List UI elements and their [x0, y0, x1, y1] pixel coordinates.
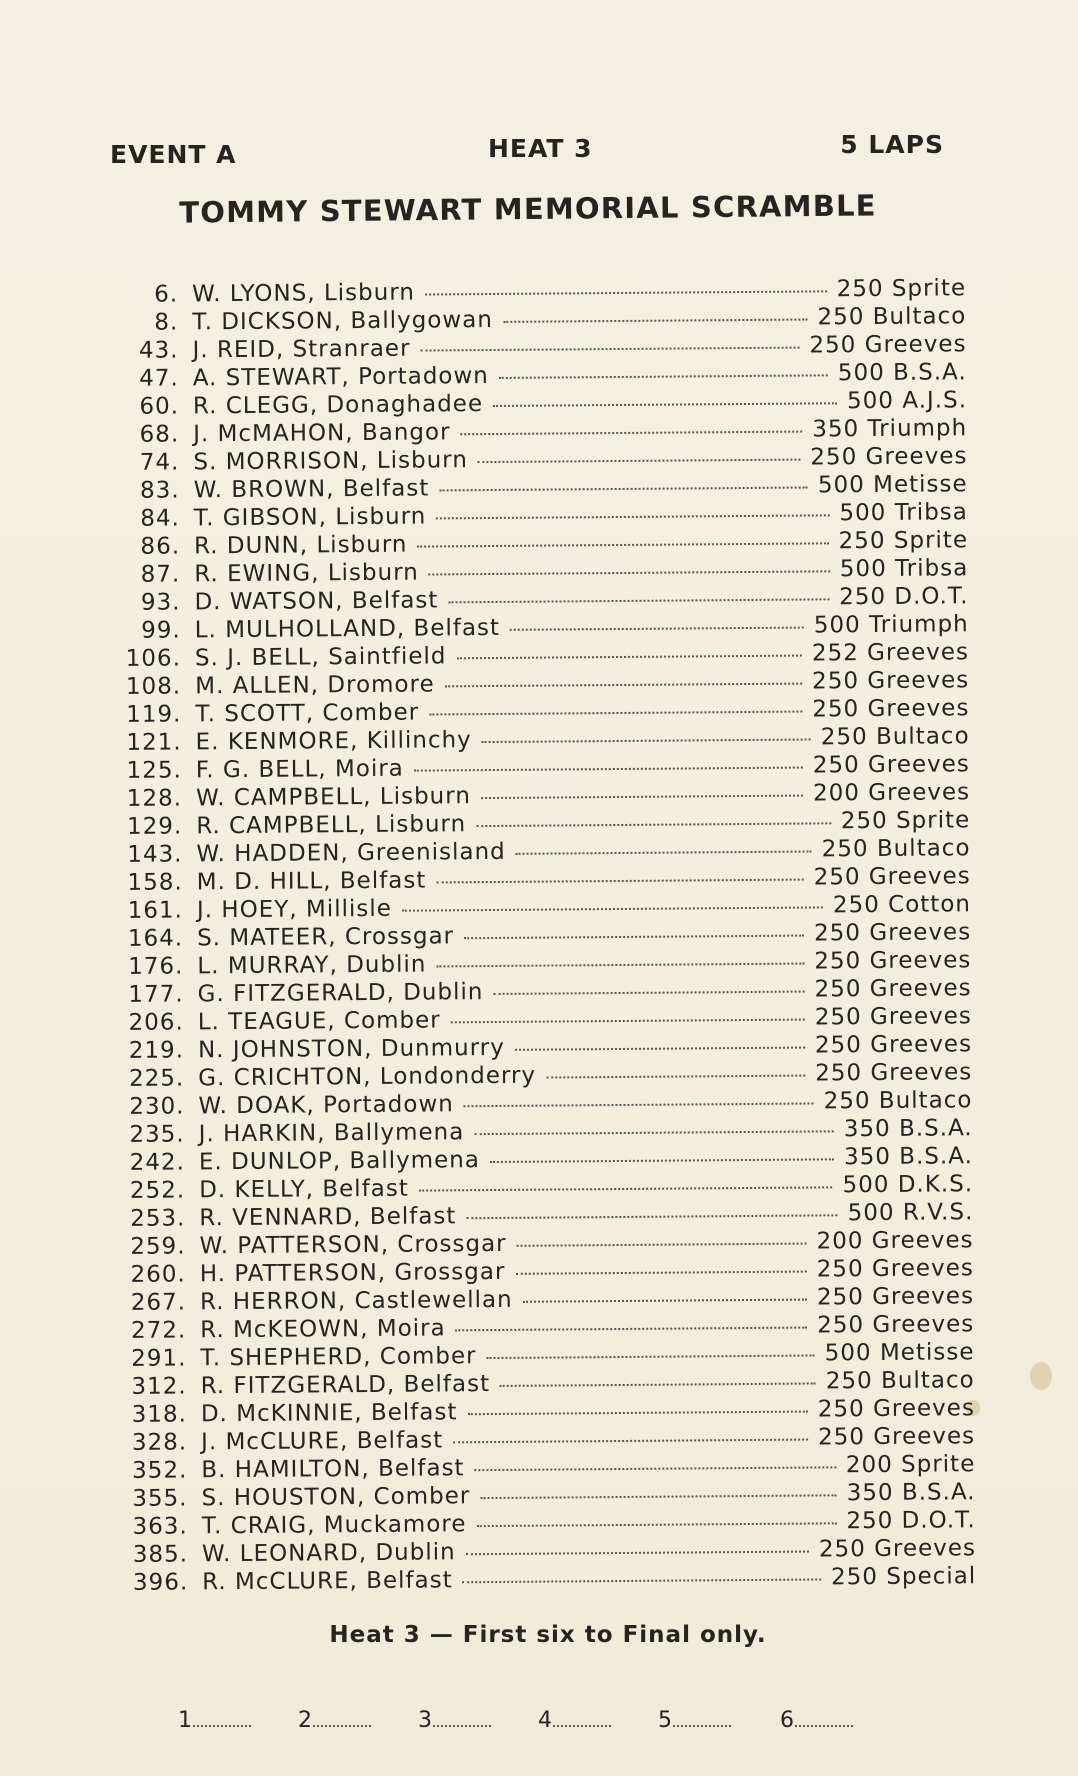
place-dotted-line: [313, 1725, 371, 1727]
rider-name: W. PATTERSON, Crossgar: [199, 1230, 507, 1260]
rider-name: R. McCLURE, Belfast: [202, 1567, 453, 1596]
rider-name: R. HERRON, Castlewellan: [199, 1286, 513, 1316]
rider-number: 121.: [126, 729, 182, 756]
rider-name: G. CRICHTON, Londonderry: [198, 1062, 537, 1092]
machine: 350 Triumph: [812, 415, 968, 443]
rider-number: 47.: [139, 365, 179, 392]
rider-number: 125.: [126, 757, 182, 784]
event-header: [110, 130, 946, 170]
dot-leader: [464, 1102, 814, 1107]
rider-name: W. LYONS, Lisburn: [191, 279, 416, 308]
rider-name: A. STEWART, Portadown: [192, 363, 489, 392]
rider-name: D. KELLY, Belfast: [199, 1175, 409, 1204]
dot-leader: [476, 822, 831, 827]
final-qualification-note: Heat 3 — First six to Final only.: [329, 1622, 767, 1648]
rider-number: 253.: [130, 1205, 186, 1232]
entry-list: [108, 275, 978, 1598]
place-dotted-line: [795, 1725, 853, 1727]
rider-number: 176.: [128, 953, 184, 980]
rider-number: 68.: [139, 421, 180, 448]
machine: 250 Greeves: [813, 863, 971, 891]
dot-leader: [425, 290, 827, 295]
rider-number: 219.: [128, 1037, 185, 1064]
dot-leader: [487, 1354, 815, 1359]
rider-name: M. D. HILL, Belfast: [196, 867, 427, 896]
dot-leader: [476, 1522, 836, 1527]
rider-name: T. SCOTT, Comber: [195, 699, 420, 728]
rider-name: R. EWING, Lisburn: [194, 559, 419, 588]
machine: 500 Tribsa: [839, 499, 968, 527]
machine: 250 Greeves: [810, 443, 968, 471]
rider-name: R. VENNARD, Belfast: [199, 1203, 457, 1232]
machine: 250 Special: [831, 1563, 977, 1591]
place-number: 6: [780, 1708, 794, 1733]
machine: 500 Metisse: [817, 471, 968, 499]
rider-number: 83.: [139, 477, 180, 504]
dot-leader: [417, 542, 828, 547]
rider-number: 86.: [140, 533, 181, 560]
machine: 500 B.S.A.: [837, 359, 967, 387]
dot-leader: [515, 1271, 806, 1275]
machine: 250 Bultaco: [823, 1087, 973, 1115]
dot-leader: [414, 767, 803, 772]
machine: 350 B.S.A.: [846, 1479, 976, 1507]
dot-leader: [436, 514, 829, 519]
rider-number: 267.: [130, 1289, 187, 1316]
dot-leader: [546, 1075, 805, 1079]
rider-number: 272.: [130, 1317, 187, 1344]
rider-name: W. BROWN, Belfast: [193, 475, 430, 504]
dot-leader: [481, 795, 803, 800]
dot-leader: [456, 655, 801, 660]
place-dotted-line: [433, 1725, 491, 1727]
rider-name: S. J. BELL, Saintfield: [194, 643, 447, 672]
rider-name: S. HOUSTON, Comber: [201, 1483, 471, 1512]
place-blank: [418, 1708, 491, 1733]
machine: 250 Greeves: [814, 947, 972, 975]
rider-number: 242.: [129, 1149, 186, 1176]
place-blank: [780, 1708, 853, 1733]
rider-name: N. JOHNSTON, Dunmurry: [197, 1034, 505, 1064]
rider-number: 6.: [154, 281, 179, 308]
machine: 500 Tribsa: [839, 555, 969, 583]
rider-number: 259.: [130, 1233, 186, 1260]
dot-leader: [474, 1130, 834, 1135]
rider-number: 206.: [128, 1009, 184, 1036]
rider-name: T. DICKSON, Ballygowan: [192, 306, 493, 336]
rider-number: 318.: [131, 1401, 187, 1428]
dot-leader: [493, 991, 804, 995]
rider-name: W. DOAK, Portadown: [198, 1091, 454, 1120]
rider-name: F. G. BELL, Moira: [195, 755, 404, 784]
rider-number: 177.: [128, 981, 184, 1008]
rider-name: B. HAMILTON, Belfast: [201, 1455, 465, 1484]
machine: 250 Greeves: [815, 1059, 973, 1087]
rider-number: 60.: [139, 393, 180, 420]
dot-leader: [463, 1578, 821, 1583]
rider-name: D. McKINNIE, Belfast: [200, 1399, 458, 1428]
rider-number: 363.: [132, 1513, 188, 1540]
dot-leader: [500, 1382, 816, 1386]
machine: 250 Greeves: [816, 1255, 974, 1283]
dot-leader: [436, 879, 803, 884]
machine: 250 Greeves: [816, 1283, 975, 1311]
machine: 500 D.K.S.: [842, 1171, 974, 1199]
rider-number: 260.: [130, 1261, 186, 1288]
dot-leader: [402, 906, 823, 911]
paper-stain: [1030, 1362, 1052, 1390]
dot-leader: [510, 627, 804, 631]
dot-leader: [436, 963, 804, 968]
entry-row: [118, 1563, 978, 1598]
rider-name: R. CLEGG, Donaghadee: [192, 391, 484, 420]
dot-leader: [464, 935, 804, 940]
dot-leader: [448, 598, 829, 603]
rider-name: R. DUNN, Lisburn: [193, 531, 408, 560]
place-blank: [178, 1708, 251, 1733]
machine: 252 Greeves: [811, 639, 970, 667]
rider-name: S. MATEER, Crossgar: [197, 923, 455, 952]
machine: 250 Greeves: [817, 1395, 975, 1423]
rider-number: 235.: [129, 1121, 185, 1148]
dot-leader: [429, 570, 830, 575]
rider-number: 291.: [131, 1345, 187, 1372]
rider-name: J. HARKIN, Ballymena: [198, 1119, 465, 1148]
rider-number: 84.: [140, 505, 180, 532]
rider-number: 99.: [141, 617, 181, 644]
rider-number: 43.: [138, 337, 179, 364]
rider-name: W. LEONARD, Dublin: [201, 1539, 456, 1568]
machine: 200 Greeves: [812, 779, 971, 807]
dot-leader: [451, 1019, 805, 1024]
rider-number: 108.: [125, 673, 182, 700]
machine: 200 Sprite: [845, 1451, 976, 1479]
machine: 250 Greeves: [812, 695, 970, 723]
dot-leader: [478, 459, 801, 464]
rider-name: G. FITZGERALD, Dublin: [197, 979, 484, 1008]
machine: 250 D.O.T.: [846, 1507, 976, 1535]
rider-name: R. CAMPBELL, Lisburn: [196, 811, 467, 840]
rider-name: T. CRAIG, Muckamore: [201, 1511, 467, 1540]
rider-number: 225.: [128, 1065, 185, 1092]
place-number: 5: [658, 1708, 672, 1733]
rider-name: S. MORRISON, Lisburn: [193, 447, 468, 476]
dot-leader: [517, 1243, 807, 1247]
machine: 350 B.S.A.: [843, 1115, 973, 1143]
dot-leader: [420, 347, 799, 352]
dot-leader: [466, 1214, 837, 1219]
machine: 250 Bultaco: [821, 835, 971, 863]
rider-number: 328.: [131, 1429, 188, 1456]
rider-number: 74.: [139, 449, 180, 476]
place-dotted-line: [673, 1725, 731, 1727]
event-label: EVENT A: [110, 140, 237, 169]
machine: 250 Greeves: [809, 331, 967, 359]
rider-name: D. WATSON, Belfast: [194, 587, 439, 616]
rider-name: W. HADDEN, Greenisland: [196, 838, 506, 868]
dot-leader: [516, 850, 812, 854]
dot-leader: [467, 1411, 807, 1416]
machine: 250 Bultaco: [820, 723, 970, 751]
dot-leader: [482, 738, 811, 743]
machine: 500 Metisse: [824, 1339, 975, 1367]
machine: 250 D.O.T.: [839, 583, 969, 611]
rider-number: 87.: [140, 561, 181, 588]
dot-leader: [515, 1047, 805, 1051]
dot-leader: [490, 1158, 834, 1163]
machine: 250 Greeves: [817, 1423, 976, 1451]
heat-label: HEAT 3: [488, 134, 593, 163]
rider-name: T. GIBSON, Lisburn: [193, 503, 427, 532]
dot-leader: [499, 374, 828, 379]
rider-name: J. McMAHON, Bangor: [193, 419, 451, 448]
rider-name: L. TEAGUE, Comber: [197, 1007, 441, 1036]
rider-number: 164.: [127, 925, 184, 952]
machine: 250 Bultaco: [825, 1367, 975, 1395]
place-dotted-line: [193, 1725, 251, 1727]
dot-leader: [523, 1299, 807, 1303]
rider-number: 8.: [154, 309, 179, 336]
rider-number: 128.: [126, 785, 183, 812]
place-blank: [298, 1708, 371, 1733]
dot-leader: [429, 711, 802, 716]
rider-number: 119.: [126, 701, 182, 728]
rider-number: 252.: [129, 1177, 186, 1204]
machine: 250 Sprite: [838, 527, 969, 555]
dot-leader: [439, 487, 808, 492]
rider-name: T. SHEPHERD, Comber: [200, 1343, 477, 1372]
rider-number: 230.: [129, 1093, 185, 1120]
machine: 250 Sprite: [840, 807, 971, 835]
machine: 250 Greeves: [812, 751, 970, 779]
rider-name: R. McKEOWN, Moira: [200, 1315, 446, 1344]
rider-number: 396.: [132, 1569, 189, 1596]
dot-leader: [480, 1494, 836, 1499]
machine: 250 Greeves: [818, 1535, 977, 1563]
place-number: 1: [178, 1708, 192, 1733]
rider-number: 352.: [132, 1457, 188, 1484]
rider-name: J. McCLURE, Belfast: [201, 1427, 444, 1456]
laps-label: 5 LAPS: [840, 130, 944, 159]
machine: 250 Bultaco: [817, 303, 967, 331]
rider-number: 161.: [127, 897, 184, 924]
machine: 250 Greeves: [812, 667, 970, 695]
rider-name: E. DUNLOP, Ballymena: [198, 1147, 481, 1176]
place-number: 4: [538, 1708, 552, 1733]
race-title: TOMMY STEWART MEMORIAL SCRAMBLE: [179, 188, 877, 230]
rider-name: R. FITZGERALD, Belfast: [200, 1371, 491, 1400]
rider-number: 143.: [127, 841, 183, 868]
rider-number: 158.: [127, 869, 183, 896]
place-blank: [658, 1708, 731, 1733]
rider-number: 106.: [125, 645, 182, 672]
rider-name: W. CAMPBELL, Lisburn: [195, 783, 471, 812]
dot-leader: [475, 1466, 836, 1471]
machine: 250 Cotton: [832, 891, 972, 919]
dot-leader: [419, 1186, 833, 1191]
place-dotted-line: [553, 1725, 611, 1727]
rider-number: 385.: [132, 1541, 189, 1568]
machine: 250 Sprite: [836, 275, 967, 303]
machine: 250 Greeves: [814, 919, 972, 947]
dot-leader: [493, 402, 837, 407]
place-number: 2: [298, 1708, 312, 1733]
place-number: 3: [418, 1708, 432, 1733]
rider-number: 93.: [140, 589, 181, 616]
rider-name: H. PATTERSON, Grossgar: [199, 1258, 506, 1288]
dot-leader: [460, 431, 802, 436]
machine: 500 R.V.S.: [847, 1199, 974, 1227]
rider-name: L. MULHOLLAND, Belfast: [194, 614, 501, 644]
rider-name: J. HOEY, Millisle: [196, 895, 392, 924]
dot-leader: [445, 683, 802, 688]
machine: 250 Greeves: [814, 1003, 972, 1031]
rider-name: M. ALLEN, Dromore: [195, 671, 435, 700]
rider-number: 312.: [131, 1373, 187, 1400]
machine: 350 B.S.A.: [843, 1143, 973, 1171]
machine: 500 A.J.S.: [846, 387, 968, 415]
dot-leader: [453, 1439, 808, 1444]
machine: 250 Greeves: [817, 1311, 975, 1339]
machine: 250 Greeves: [814, 975, 972, 1003]
machine: 250 Greeves: [814, 1031, 973, 1059]
finishing-places: [178, 1708, 958, 1738]
rider-name: J. REID, Stranraer: [192, 335, 411, 364]
machine: 500 Triumph: [813, 611, 969, 639]
rider-name: L. MURRAY, Dublin: [197, 951, 427, 980]
rider-number: 355.: [132, 1485, 188, 1512]
rider-name: E. KENMORE, Killinchy: [195, 727, 472, 756]
dot-leader: [503, 319, 808, 323]
dot-leader: [466, 1551, 809, 1556]
dot-leader: [456, 1327, 808, 1332]
place-blank: [538, 1708, 611, 1733]
rider-number: 129.: [126, 813, 183, 840]
machine: 200 Greeves: [816, 1227, 974, 1255]
